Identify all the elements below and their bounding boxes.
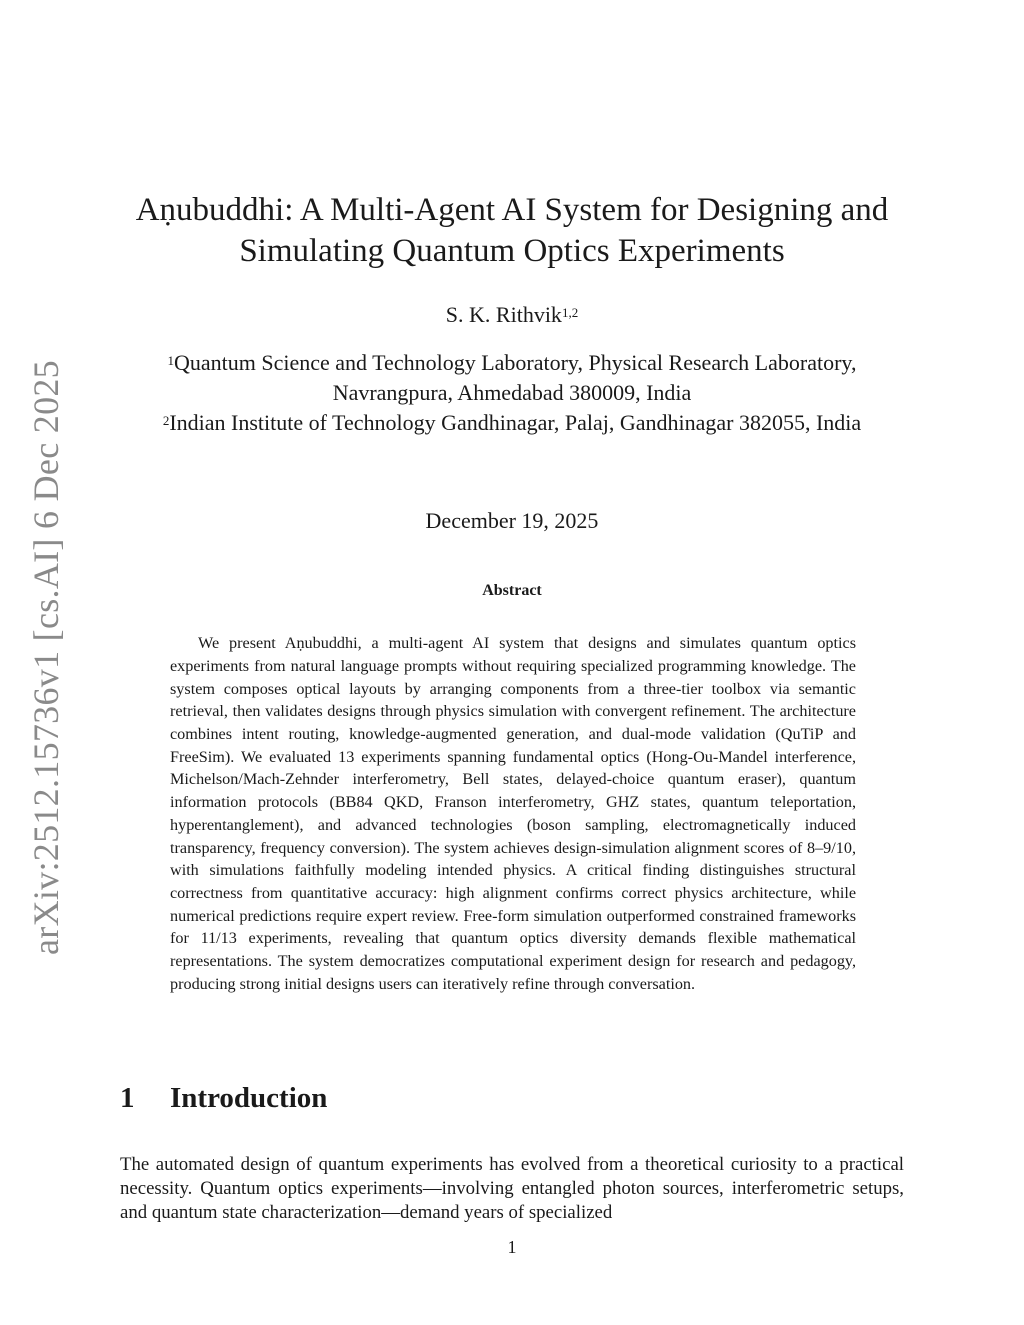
introduction-text: The automated design of quantum experiments has evolved from a theoretical curiosity to a practical necessity. Quantum optics experiments—involving entangled photon sources, interferometric setups, and quantum state characterization—demand years of specialized	[120, 1153, 904, 1224]
page-number: 1	[507, 1237, 517, 1257]
section-heading-introduction	[120, 1078, 327, 1118]
arxiv-identifier-stamp: arXiv:2512.15736v1 [cs.AI] 6 Dec 2025	[26, 360, 66, 955]
author-line	[100, 300, 924, 330]
affiliation-1-text: Quantum Science and Technology Laboratory, Physical Research Laboratory, Navrangpura, Ahmedabad 380009, India	[174, 350, 857, 405]
publication-date: December 19, 2025	[425, 508, 599, 533]
abstract-heading: Abstract	[482, 582, 542, 599]
abstract-text: We present Aṇubuddhi, a multi-agent AI system that designs and simulates quantum optics experiments from natural language prompts without requiring specialized programming knowledge. The system composes optical layouts by arranging components from a three-tier toolbox via semantic retrieval, then validates designs through physics simulation with convergent refinement. The architecture combines intent routing, knowledge-augmented generation, and dual-mode validation (QuTiP and FreeSim). We evaluated 13 experiments spanning fundamental optics (Hong-Ou-Mandel interference, Michelson/Mach-Zehnder interferometry, Bell states, delayed-choice quantum eraser), quantum information protocols (BB84 QKD, Franson interferometry, GHZ states, quantum teleportation, hyperentanglement), and advanced technologies (boson sampling, electromagnetically induced transparency, frequency conversion). The system achieves design-simulation alignment scores of 8–9/10, with simulations faithfully modeling intended physics. A critical finding distinguishes structural correctness from quantitative accuracy: high alignment confirms correct physics architecture, while numerical predictions require expert review. Free-form simulation outperformed constrained frameworks for 11/13 experiments, revealing that quantum optics diversity demands flexible mathematical representations. The system democratizes computational experiment design for research and pedagogy, producing strong initial designs users can iteratively refine through conversation.	[170, 634, 856, 993]
affiliation-1	[120, 348, 904, 408]
affiliation-2	[120, 408, 904, 438]
section-number: 1	[120, 1082, 135, 1114]
paper-title: Aṇubuddhi: A Multi-Agent AI System for Designing and Simulating Quantum Optics Experiments	[135, 192, 889, 269]
section-title: Introduction	[170, 1082, 328, 1114]
author-name: S. K. Rithvik	[445, 302, 562, 327]
affiliation-2-mark: 2	[162, 413, 170, 428]
affiliation-1-mark: 1	[167, 353, 174, 368]
affiliation-2-text: Indian Institute of Technology Gandhinagar, Palaj, Gandhinagar 382055, India	[169, 410, 862, 435]
author-affiliation-marks: 1,2	[561, 305, 579, 320]
